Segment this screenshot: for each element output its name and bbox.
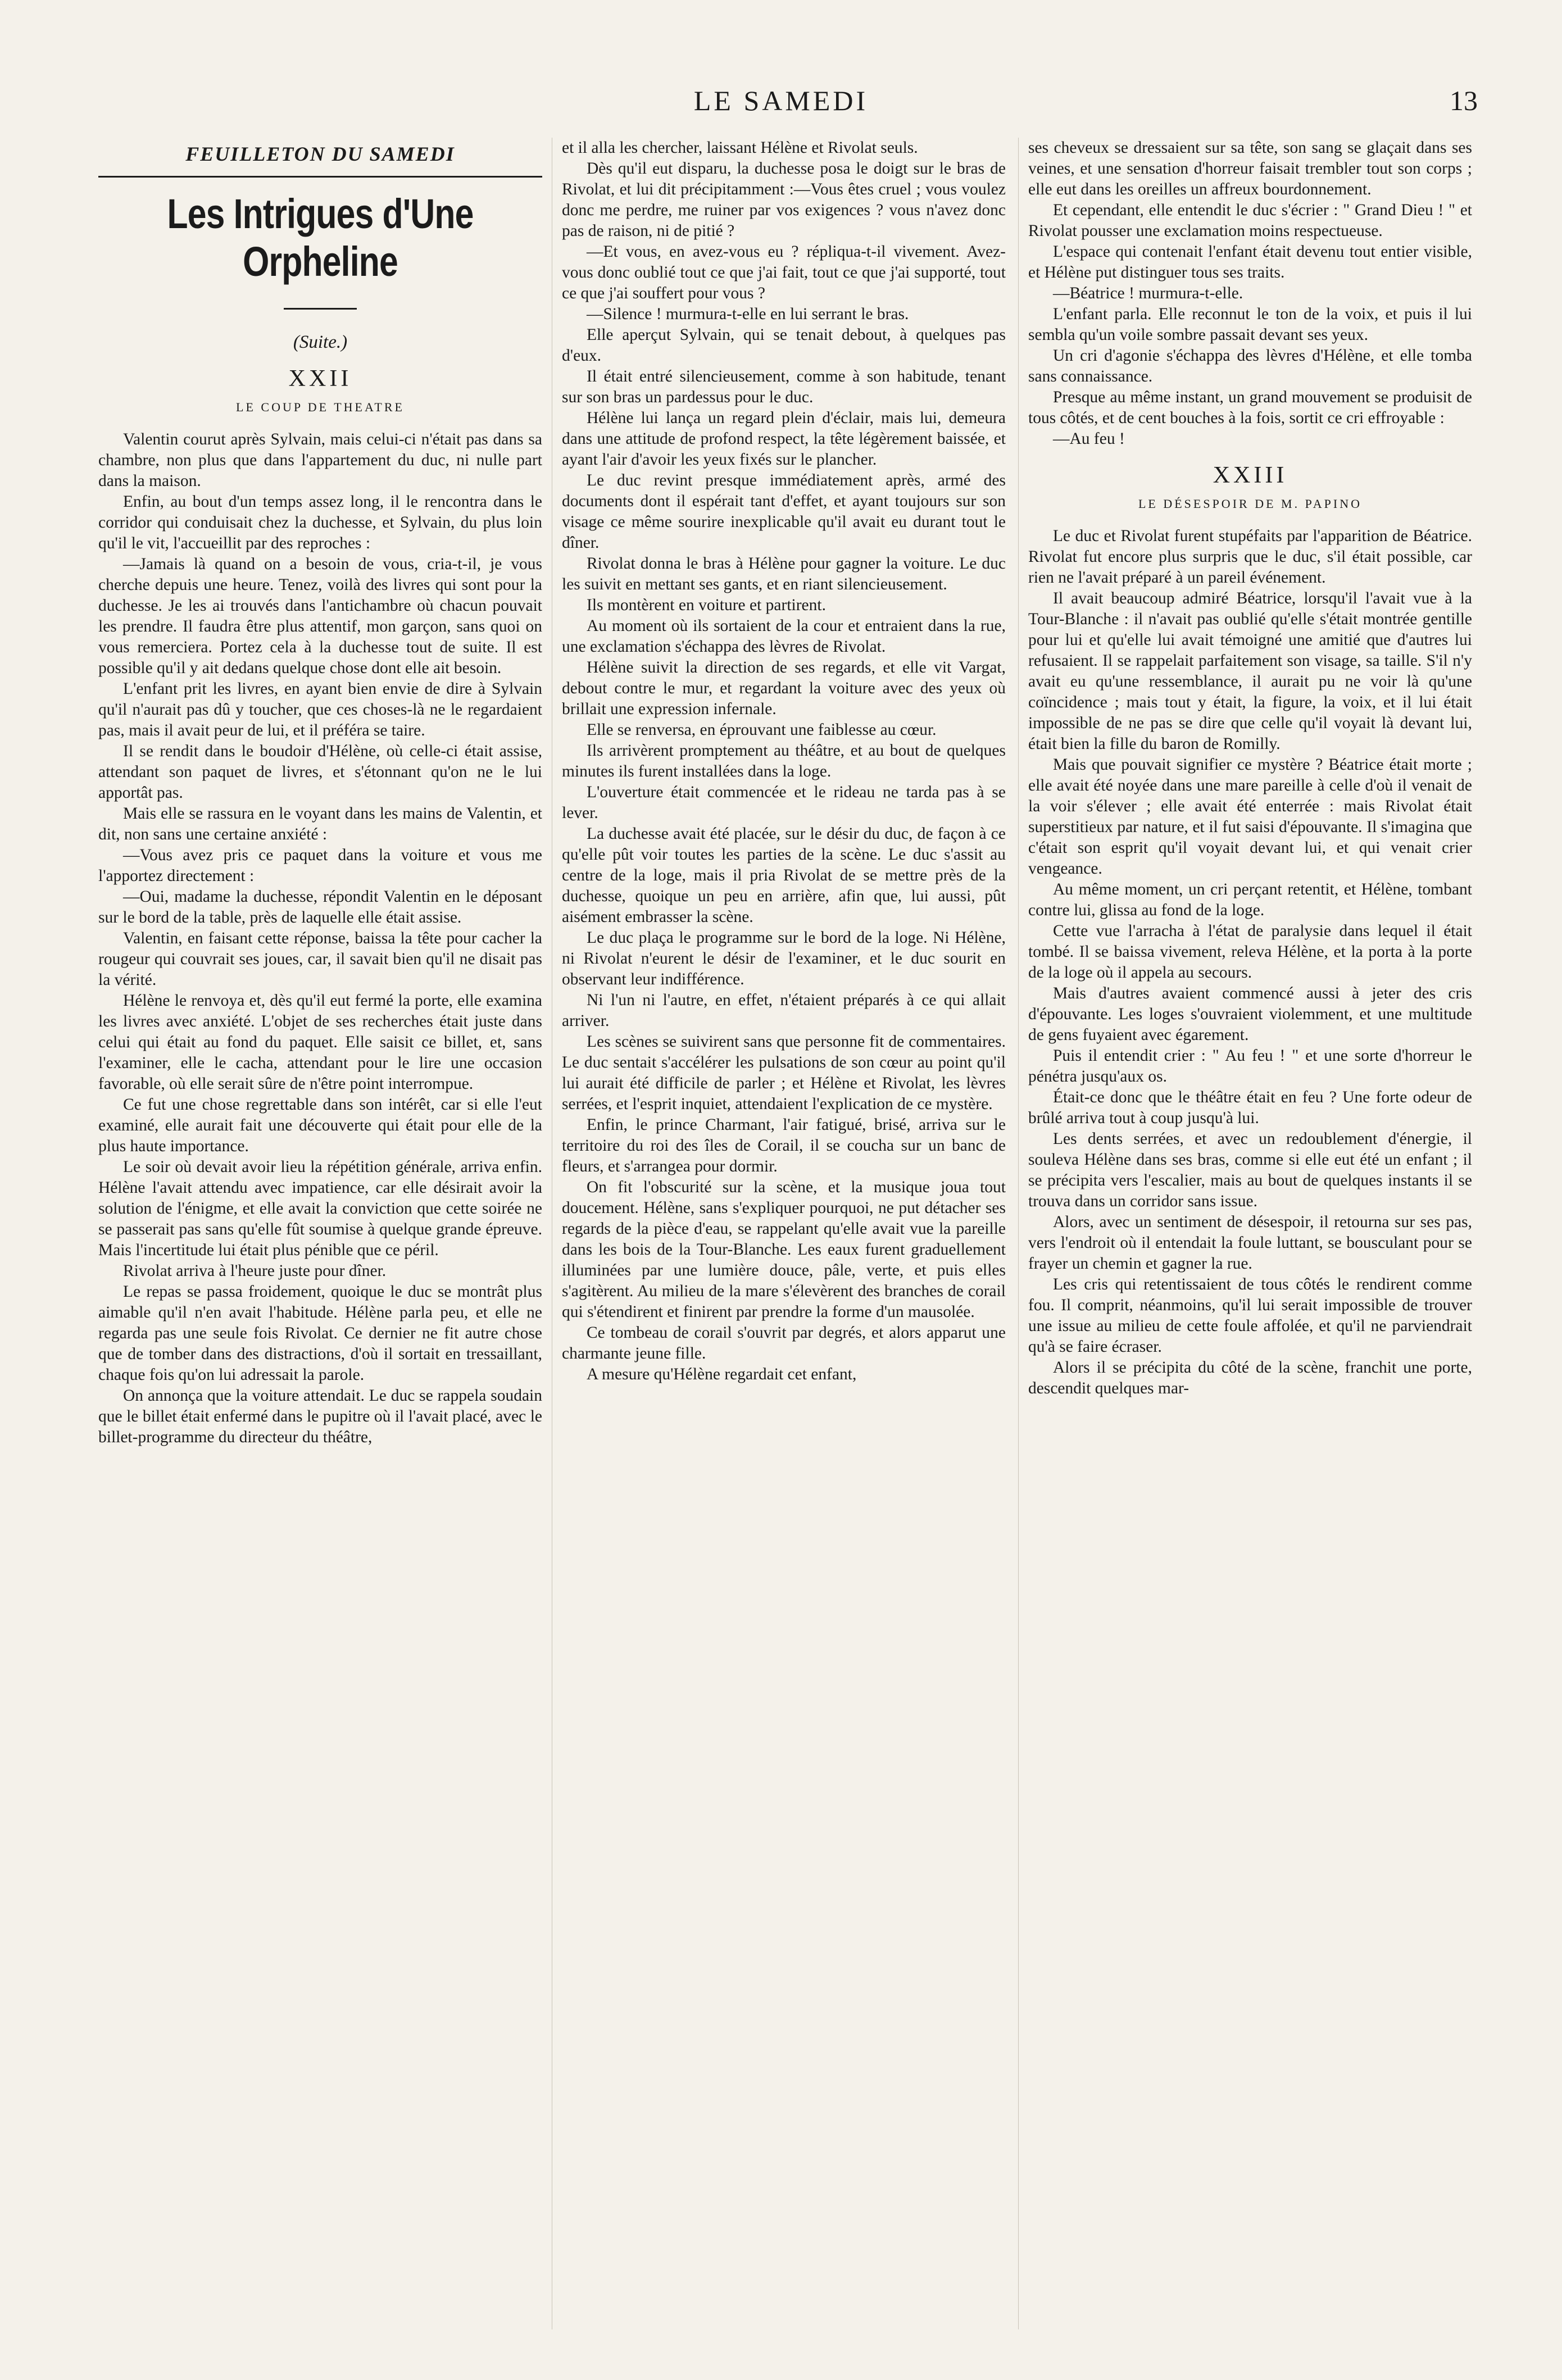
paragraph: L'ouverture était commencée et le rideau ne tarda pas à se lever. <box>562 783 1006 822</box>
paragraph: Mais que pouvait signifier ce mystère ? Béatrice était morte ; elle avait été noyée dans une mare pareille à celle d'où il venait de la voir s'élever ; elle avait été enterrée : mais Rivolat était superstitieux par nature, et il fut saisi d'épouvante. Il s'imagina que c'était son esprit qu'il voyait devant lui, et qui venait crier vengeance. <box>1028 756 1472 878</box>
running-head <box>0 84 1562 124</box>
paragraph: Les cris qui retentissaient de tous côtés le rendirent comme fou. Il comprit, néanmoins, qu'il lui serait impossible de trouver une issue au milieu de cette foule affolée, et qu'il ne parviendrait qu'à se faire écraser. <box>1028 1275 1472 1356</box>
suite-label: (Suite.) <box>293 332 348 352</box>
publication-title: LE SAMEDI <box>693 85 869 116</box>
paragraph: et il alla les chercher, laissant Hélène et Rivolat seuls. <box>562 139 918 157</box>
paragraph: Il se rendit dans le boudoir d'Hélène, où celle-ci était assise, attendant son paquet de livres, et s'étonnant qu'on ne le lui apportât pas. <box>98 742 542 802</box>
column-2 <box>562 138 1006 2329</box>
column-1 <box>98 138 542 2329</box>
paragraph: Un cri d'agonie s'échappa des lèvres d'Hélène, et elle tomba sans connaissance. <box>1028 347 1472 385</box>
chapter-title: LE COUP DE THEATRE <box>236 400 405 414</box>
paragraph: Mais elle se rassura en le voyant dans les mains de Valentin, et dit, non sans une certaine anxiété : <box>98 805 542 843</box>
short-rule <box>284 308 357 310</box>
paragraph: L'enfant prit les livres, en ayant bien envie de dire à Sylvain qu'il n'aurait pas dû y toucher, que ces choses-là ne le regardaient pas, mais il avait peur de lui, et il préféra se taire. <box>98 680 542 739</box>
paragraph: Elle aperçut Sylvain, qui se tenait debout, à quelques pas d'eux. <box>562 326 1006 365</box>
column-divider <box>1018 138 1019 2329</box>
column-3-body-a <box>1028 138 1472 449</box>
paragraph: Le repas se passa froidement, quoique le duc se montrât plus aimable qu'il n'en avait l'habitude. Hélène parla peu, et elle ne regarda pas une seule fois Rivolat. Ce dernier ne fit autre chose que de tomber dans des distractions, d'où il sortait en tressaillant, chaque fois qu'on lui adressait la parole. <box>98 1283 542 1384</box>
chapter-number: XXIII <box>1213 462 1288 488</box>
story-title: Les Intrigues d'Une Orpheline <box>167 190 474 285</box>
paragraph: A mesure qu'Hélène regardait cet enfant, <box>587 1365 857 1383</box>
paragraph: Mais d'autres avaient commencé aussi à jeter des cris d'épouvante. Les loges s'ouvraient violemment, et une multitude de gens fuyaient avec égarement. <box>1028 984 1472 1044</box>
paragraph: Elle se renversa, en éprouvant une faiblesse au cœur. <box>587 721 937 739</box>
paragraph: Au même moment, un cri perçant retentit, et Hélène, tombant contre lui, glissa au fond de la loge. <box>1028 880 1472 919</box>
feuilleton-label: FEUILLETON DU SAMEDI <box>185 143 455 165</box>
paragraph: Les scènes se suivirent sans que personne fit de commentaires. Le duc sentait s'accélérer les pulsations de son cœur au point qu'il lui aurait été difficile de parler ; et Hélène et Rivolat, les lèvres serrées, et l'esprit inquiet, attendaient l'explication de ce mystère. <box>562 1033 1006 1113</box>
chapter-number: XXII <box>288 366 352 392</box>
column-1-body <box>98 429 542 1448</box>
paragraph: —Oui, madame la duchesse, répondit Valentin en le déposant sur le bord de la table, près de laquelle elle était assise. <box>98 888 542 926</box>
paragraph: Ils arrivèrent promptement au théâtre, et au bout de quelques minutes ils furent installées dans la loge. <box>562 742 1006 780</box>
paragraph: On annonça que la voiture attendait. Le duc se rappela soudain que le billet était enfermé dans le pupitre où il l'avait placé, avec le billet-programme du directeur du théâtre, <box>98 1387 542 1446</box>
paragraph: Il était entré silencieusement, comme à son habitude, tenant sur son bras un pardessus pour le duc. <box>562 367 1006 406</box>
paragraph: Valentin, en faisant cette réponse, baissa la tête pour cacher la rougeur qui couvrait ses joues, car, il savait bien qu'il ne disait pas la vérité. <box>98 929 542 989</box>
paragraph: —Jamais là quand on a besoin de vous, cria-t-il, je vous cherche depuis une heure. Tenez, voilà des livres qui sont pour la duchesse. Je les ai trouvés dans l'antichambre où chacun pouvait les prendre. Il faudra être plus attentif, mon garçon, sans quoi on vous remerciera. Portez cela à la duchesse tout de suite. Il est possible qu'il y ait dedans quelque chose dont elle ait besoin. <box>98 555 542 677</box>
paragraph: Enfin, le prince Charmant, l'air fatigué, brisé, arriva sur le territoire du roi des îles de Corail, il se coucha sur un banc de fleurs, et s'arrangea pour dormir. <box>562 1116 1006 1175</box>
paragraph: ses cheveux se dressaient sur sa tête, son sang se glaçait dans ses veines, et une sensation d'horreur faisait trembler tout son corps ; elle eut dans les oreilles un affreux bourdonnement. <box>1028 139 1472 198</box>
paragraph: —Silence ! murmura-t-elle en lui serrant le bras. <box>587 305 909 323</box>
paragraph: Cette vue l'arracha à l'état de paralysie dans lequel il était tombé. Il se baissa vivement, releva Hélène, et la porta à la porte de la loge où il appela au secours. <box>1028 922 1472 982</box>
paragraph: —Béatrice ! murmura-t-elle. <box>1053 284 1243 302</box>
page-number: 13 <box>1450 85 1478 116</box>
chapter-title: LE DÉSESPOIR DE M. PAPINO <box>1138 497 1363 511</box>
paragraph: Au moment où ils sortaient de la cour et entraient dans la rue, une exclamation s'échappa des lèvres de Rivolat. <box>562 617 1006 656</box>
paragraph: Hélène lui lança un regard plein d'éclair, mais lui, demeura dans une attitude de profond respect, la tête légèrement baissée, et ayant l'air d'avoir les yeux fixés sur le plancher. <box>562 409 1006 469</box>
column-3-body-b <box>1028 526 1472 1399</box>
paragraph: Alors il se précipita du côté de la scène, franchit une porte, descendit quelques mar- <box>1028 1359 1472 1397</box>
paragraph: Puis il entendit crier : " Au feu ! " et une sorte d'horreur le pénétra jusqu'aux os. <box>1028 1047 1472 1085</box>
paragraph: —Au feu ! <box>1053 430 1125 448</box>
paragraph: L'espace qui contenait l'enfant était devenu tout entier visible, et Hélène put distinguer tous ses traits. <box>1028 243 1472 281</box>
rule <box>98 176 542 178</box>
paragraph: Ce fut une chose regrettable dans son intérêt, car si elle l'eut examiné, elle aurait fait une découverte qui était pour elle de la plus haute importance. <box>98 1096 542 1155</box>
paragraph: Presque au même instant, un grand mouvement se produisit de tous côtés, et de cent bouches à la fois, sortit ce cri effroyable : <box>1028 388 1472 427</box>
paragraph: Le duc plaça le programme sur le bord de la loge. Ni Hélène, ni Rivolat n'eurent le désir de l'examiner, et le duc sourit en observant leur indifférence. <box>562 929 1006 988</box>
column-2-body <box>562 138 1006 1385</box>
paragraph: Rivolat arriva à l'heure juste pour dîner. <box>123 1262 387 1280</box>
paragraph: Ni l'un ni l'autre, en effet, n'étaient préparés à ce qui allait arriver. <box>562 991 1006 1030</box>
paragraph: Était-ce donc que le théâtre était en feu ? Une forte odeur de brûlé arriva tout à coup jusqu'à lui. <box>1028 1088 1472 1127</box>
paragraph: Dès qu'il eut disparu, la duchesse posa le doigt sur le bras de Rivolat, et lui dit précipitamment :—Vous êtes cruel ; vous voulez donc me perdre, me ruiner par vos exigences ? vous n'avez donc pas de raison, ni de pitié ? <box>562 160 1006 240</box>
paragraph: Enfin, au bout d'un temps assez long, il le rencontra dans le corridor qui conduisait chez la duchesse, et Sylvain, du plus loin qu'il le vit, l'accueillit par des reproches : <box>98 493 542 552</box>
paragraph: —Vous avez pris ce paquet dans la voiture et vous me l'apportez directement : <box>98 846 542 885</box>
paragraph: Le soir où devait avoir lieu la répétition générale, arriva enfin. Hélène l'avait attendu avec impatience, car elle désirait avoir la solution de l'énigme, et elle avait la conviction que cette soirée ne se passerait pas sans qu'elle fût soumise à quelque grande épreuve. Mais l'incertitude lui était plus pénible que ce péril. <box>98 1158 542 1259</box>
paragraph: —Et vous, en avez-vous eu ? répliqua-t-il vivement. Avez-vous donc oublié tout ce que j'ai fait, tout ce que j'ai supporté, tout ce que j'ai souffert pour vous ? <box>562 243 1006 302</box>
paragraph: La duchesse avait été placée, sur le désir du duc, de façon à ce qu'elle pût voir toutes les parties de la scène. Le duc s'assit au centre de la loge, mais il pria Rivolat de se mettre près de la duchesse, quoique un peu en arrière, afin que, lui aussi, pût aisément embrasser la scène. <box>562 825 1006 926</box>
paragraph: Rivolat donna le bras à Hélène pour gagner la voiture. Le duc les suivit en mettant ses gants, et en riant silencieusement. <box>562 555 1006 593</box>
paragraph: Le duc revint presque immédiatement après, armé des documents dont il espérait tant d'effet, et ayant toujours sur son visage ce même sourire inexplicable qu'il avait eu durant tout le dîner. <box>562 471 1006 552</box>
paragraph: Alors, avec un sentiment de désespoir, il retourna sur ses pas, vers l'endroit où il entendait la foule luttant, se bousculant pour se frayer un chemin et gagner la rue. <box>1028 1213 1472 1273</box>
paragraph: Hélène le renvoya et, dès qu'il eut fermé la porte, elle examina les livres avec anxiété. L'objet de ses recherches était juste dans celui qui était au fond du paquet. Elle saisit ce billet, et, sans l'examiner, elle le cacha, attendant pour le lire une occasion favorable, où elle serait sûre de n'être point interrompue. <box>98 992 542 1093</box>
column-3 <box>1028 138 1472 2329</box>
paragraph: Il avait beaucoup admiré Béatrice, lorsqu'il l'avait vue à la Tour-Blanche : il n'avait pas oublié qu'elle s'était montrée gentille pour lui et qu'elle lui avait témoigné une amitié que d'autres lui refusaient. Il se rappelait parfaitement son visage, sa taille. S'il n'y avait eu qu'une ressemblance, il aurait pu ne voir là qu'une coïncidence ; mais tout y était, la figure, la voix, et il lui était impossible de ne pas se dire que celle qu'il voyait là devant lui, était bien la fille du baron de Romilly. <box>1028 589 1472 753</box>
paragraph: On fit l'obscurité sur la scène, et la musique joua tout doucement. Hélène, sans s'expliquer pourquoi, ne put détacher ses regards de la pièce d'eau, se rappelant qu'elle avait vue la pareille dans les bois de la Tour-Blanche. Les eaux furent graduellement illuminées par une lumière douce, pâle, verte, et puis elles s'agitèrent. Au milieu de la mare s'élevèrent des branches de corail qui s'étendirent et finirent par prendre la forme d'un mausolée. <box>562 1178 1006 1321</box>
paragraph: Le duc et Rivolat furent stupéfaits par l'apparition de Béatrice. Rivolat fut encore plus surpris que le duc, s'il était possible, car rien ne l'avait préparé à un pareil événement. <box>1028 527 1472 587</box>
paragraph: L'enfant parla. Elle reconnut le ton de la voix, et puis il lui sembla qu'un voile sombre passait devant ses yeux. <box>1028 305 1472 344</box>
paragraph: Ils montèrent en voiture et partirent. <box>587 596 826 614</box>
paragraph: Hélène suivit la direction de ses regards, et elle vit Vargat, debout contre le mur, et regardant la voiture avec des yeux où brillait une expression infernale. <box>562 658 1006 718</box>
paragraph: Ce tombeau de corail s'ouvrit par degrés, et alors apparut une charmante jeune fille. <box>562 1324 1006 1362</box>
paragraph: Valentin courut après Sylvain, mais celui-ci n'était pas dans sa chambre, non plus que dans l'appartement du duc, ni nulle part dans la maison. <box>98 430 542 490</box>
paragraph: Les dents serrées, et avec un redoublement d'énergie, il souleva Hélène dans ses bras, comme si elle eut été un enfant ; il se précipita vers l'escalier, mais au bout de quelques instants il se trouva dans un corridor sans issue. <box>1028 1130 1472 1210</box>
paragraph: Et cependant, elle entendit le duc s'écrier : " Grand Dieu ! " et Rivolat pousser une exclamation moins respectueuse. <box>1028 201 1472 240</box>
